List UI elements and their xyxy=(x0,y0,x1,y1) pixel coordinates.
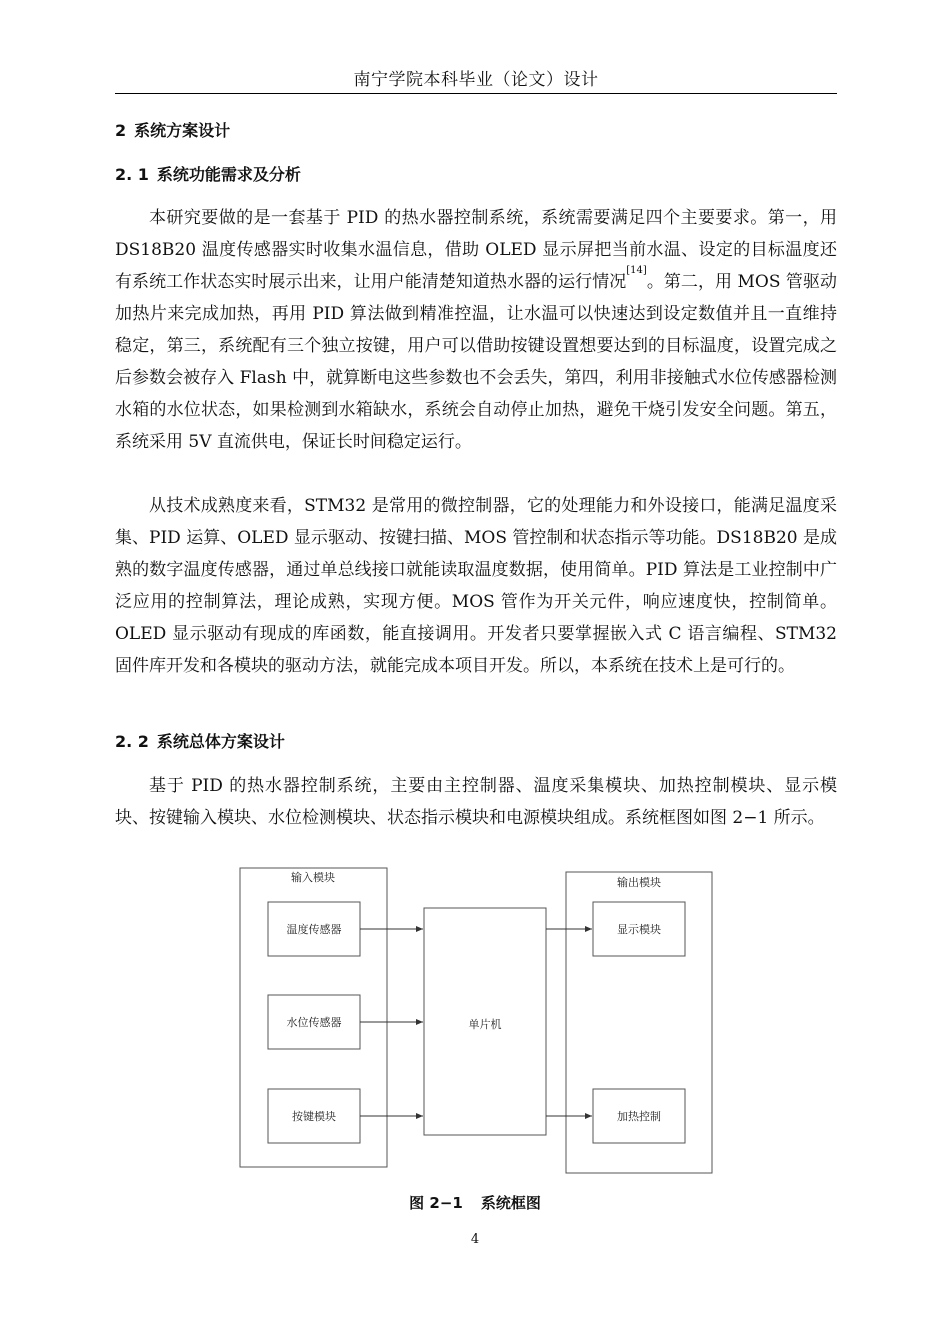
water-sensor-label: 水位传感器 xyxy=(286,1016,342,1029)
section-heading-2 xyxy=(115,119,230,143)
paragraph-text: 本研究要做的是一套基于 PID 的热水器控制系统，系统需要满足四个主要要求。第一，用 DS18B20 温度传感器实时收集水温信息，借助 OLED 显示屏把当前水温、设定的目标温度还有系统工作状态实时展示出来，让用户能清楚知道热水器的运行情况 xyxy=(115,208,837,292)
section-heading-2-2 xyxy=(115,730,285,754)
paragraph-feasibility xyxy=(115,490,837,682)
section-title: 系统总体方案设计 xyxy=(156,732,285,751)
header-rule xyxy=(115,93,837,94)
paragraph-requirements xyxy=(115,202,837,458)
citation: [14] xyxy=(626,265,647,276)
keys-label: 按键模块 xyxy=(292,1110,336,1123)
figure-number: 图 2−1 xyxy=(409,1194,463,1212)
system-block-diagram xyxy=(230,862,730,1182)
mcu-label: 单片机 xyxy=(468,1018,502,1031)
figure-title: 系统框图 xyxy=(480,1194,541,1212)
section-number: 2 xyxy=(115,121,127,140)
section-title: 系统方案设计 xyxy=(134,121,231,140)
heating-label: 加热控制 xyxy=(617,1110,661,1123)
input-group-label: 输入模块 xyxy=(291,871,335,884)
page-number: 4 xyxy=(470,1232,480,1247)
page-header: 南宁学院本科毕业（论文）设计 xyxy=(353,70,599,90)
paragraph-text: 基于 PID 的热水器控制系统，主要由主控制器、温度采集模块、加热控制模块、显示模块、按键输入模块、水位检测模块、状态指示模块和电源模块组成。系统框图如图 2−1 所示。 xyxy=(115,776,837,828)
section-heading-2-1 xyxy=(115,163,301,187)
temp-sensor-label: 温度传感器 xyxy=(286,923,342,936)
paragraph-overview xyxy=(115,770,837,834)
display-label: 显示模块 xyxy=(617,923,661,936)
section-title: 系统功能需求及分析 xyxy=(156,165,301,184)
output-group-label: 输出模块 xyxy=(617,876,661,889)
section-number: 2. 2 xyxy=(115,732,149,751)
paragraph-text: 。第二，用 MOS 管驱动加热片来完成加热，再用 PID 算法做到精准控温，让水温可以快速达到设定数值并且一直维持稳定，第三，系统配有三个独立按键，用户可以借助按键设置想要达到的目标温度，设置完成之后参数会被存入 Flash 中，就算断电这些参数也不会丢失，第四，利用非接触式水位传感器检测水箱的水位状态，如果检测到水箱缺水，系统会自动停止加热，避免干烧引发安全问题。第五，系统采用 5V 直流供电，保证长时间稳定运行。 xyxy=(115,272,837,452)
figure-caption xyxy=(0,1192,950,1213)
output-group-box xyxy=(566,872,712,1173)
section-number: 2. 1 xyxy=(115,165,149,184)
paragraph-text: 从技术成熟度来看，STM32 是常用的微控制器，它的处理能力和外设接口，能满足温度采集、PID 运算、OLED 显示驱动、按键扫描、MOS 管控制和状态指示等功能。DS18B20 是成熟的数字温度传感器，通过单总线接口就能读取温度数据，使用简单。PID 算法是工业控制中广泛应用的控制算法，理论成熟，实现方便。MOS 管作为开关元件，响应速度快，控制简单。OLED 显示驱动有现成的库函数，能直接调用。开发者只要掌握嵌入式 C 语言编程、STM32 固件库开发和各模块的驱动方法，就能完成本项目开发。所以，本系统在技术上是可行的。 xyxy=(115,496,837,676)
